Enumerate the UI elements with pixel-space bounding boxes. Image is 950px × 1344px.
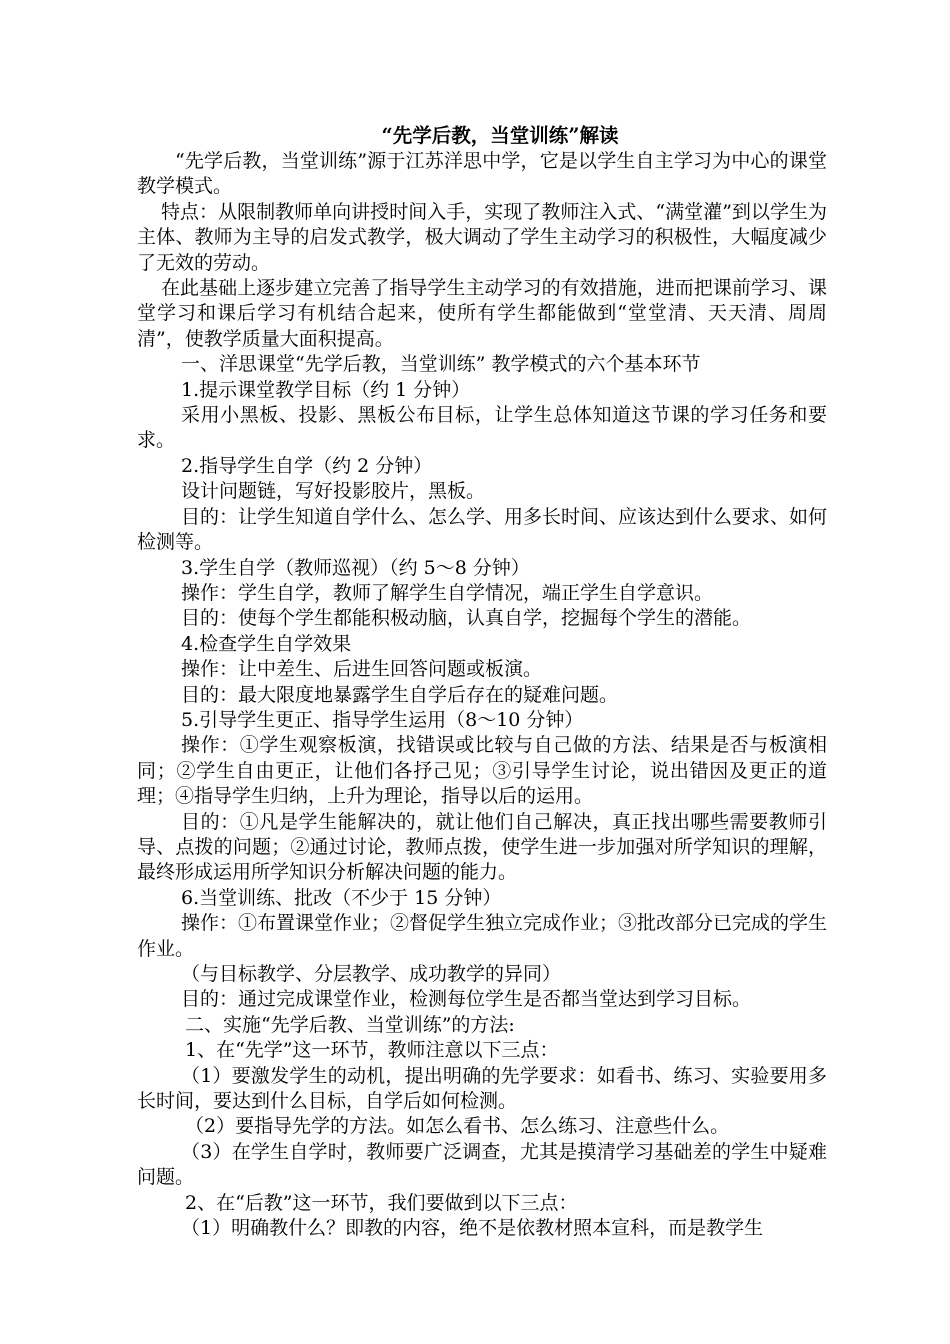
document-title: “先学后教，当堂训练”解读	[381, 124, 619, 147]
paragraph: （与目标教学、分层教学、成功教学的异同）	[181, 963, 562, 985]
paragraph: （2）要指导先学的方法。如怎么看书、怎么练习、注意些什么。	[185, 1115, 730, 1138]
step-heading: 5.引导学生更正、指导学生运用（8～10 分钟）	[181, 708, 584, 731]
paragraph: 目的：使每个学生都能积极动脑，认真自学，挖掘每个学生的潜能。	[181, 607, 752, 630]
paragraph: 设计问题链，写好投影胶片，黑板。	[181, 480, 486, 503]
subsection-heading: 2、在“后教”这一环节，我们要做到以下三点：	[185, 1191, 578, 1214]
section-heading: 一、洋思课堂“先学后教，当堂训练” 教学模式的六个基本环节	[181, 353, 701, 376]
paragraph: “先学后教，当堂训练”源于江苏洋思中学，它是以学生自主学习为中心的课堂教学模式。	[137, 150, 827, 198]
section-heading: 二、实施“先学后教、当堂训练”的方法:	[185, 1013, 515, 1036]
step-heading: 3.学生自学（教师巡视）（约 5～8 分钟）	[181, 556, 530, 579]
step-heading: 1.提示课堂教学目标（约 1 分钟）	[181, 378, 471, 401]
paragraph: 目的：通过完成课堂作业，检测每位学生是否都当堂达到学习目标。	[181, 988, 752, 1011]
paragraph: 操作：学生自学，教师了解学生自学情况，端正学生自学意识。	[181, 581, 714, 604]
paragraph: 操作：让中差生、后进生回答问题或板演。	[181, 658, 543, 681]
paragraph: （1）要激发学生的动机，提出明确的先学要求：如看书、练习、实验要用多长时间，要达到什么目标，自学后如何检测。	[137, 1064, 827, 1113]
paragraph: 目的：最大限度地暴露学生自学后存在的疑难问题。	[181, 683, 619, 706]
paragraph: 操作：①学生观察板演，找错误或比较与自己做的方法、结果是否与板演相同；②学生自由更正，让他们各抒己见；③引导学生讨论，说出错因及更正的道理；④指导学生归纳，上升为理论，指导以后的运用。	[137, 734, 827, 808]
paragraph: 采用小黑板、投影、黑板公布目标，让学生总体知道这节课的学习任务和要求。	[137, 404, 827, 452]
paragraph: 目的：让学生知道自学什么、怎么学、用多长时间、应该达到什么要求、如何检测等。	[137, 505, 828, 554]
document-body	[137, 122, 827, 1241]
paragraph: 目的：①凡是学生能解决的，就让他们自己解决，真正找出哪些需要教师引导、点拨的问题；②通过讨论，教师点拨，使学生进一步加强对所学知识的理解，最终形成运用所学知识分析解决问题的能力。	[137, 810, 827, 884]
paragraph: 在此基础上逐步建立完善了指导学生主动学习的有效措施，进而把课前学习、课堂学习和课后学习有机结合起来，使所有学生都能做到“堂堂清、天天清、周周清”，使教学质量大面积提高。	[137, 277, 827, 350]
paragraph: 操作：①布置课堂作业；②督促学生独立完成作业；③批改部分已完成的学生作业。	[137, 912, 828, 960]
step-heading: 2.指导学生自学（约 2 分钟）	[181, 454, 433, 477]
subsection-heading: 1、在“先学”这一环节，教师注意以下三点：	[185, 1039, 559, 1062]
paragraph: （1）明确教什么？即教的内容，绝不是依教材照本宣科，而是教学生	[181, 1217, 764, 1240]
step-heading: 6.当堂训练、批改（不少于 15 分钟）	[181, 886, 502, 909]
paragraph: 特点：从限制教师单向讲授时间入手，实现了教师注入式、“满堂灌”到以学生为主体、教师为主导的启发式教学，极大调动了学生主动学习的积极性，大幅度减少了无效的劳动。	[137, 200, 827, 274]
step-heading: 4.检查学生自学效果	[181, 632, 352, 655]
paragraph: （3）在学生自学时，教师要广泛调查，尤其是摸清学习基础差的学生中疑难问题。	[137, 1140, 827, 1189]
